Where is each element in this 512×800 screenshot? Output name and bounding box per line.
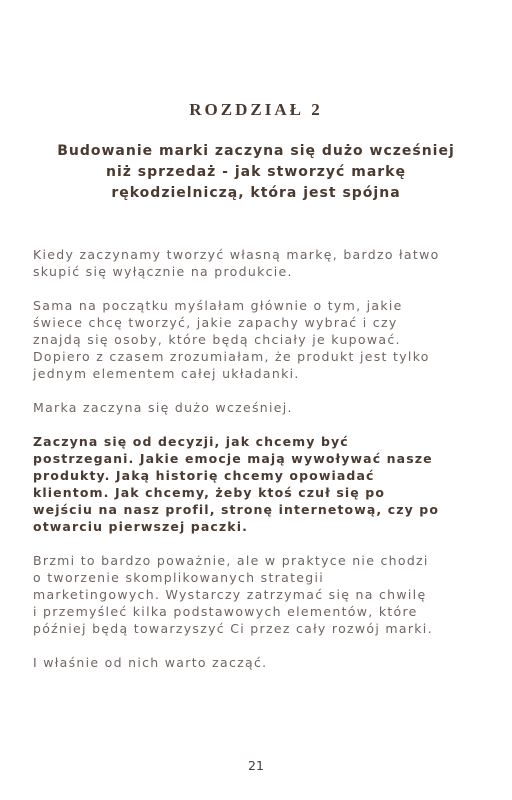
paragraph [33,297,483,382]
text-line: Sama na początku myślałam głównie o tym, jakie [33,298,403,313]
text-line: postrzegani. Jakie emocje mają wywoływać nasze [33,451,433,466]
text-line: marketingowych. Wystarczy zatrzymać się na chwilę [33,587,427,602]
bold-paragraph [33,433,483,535]
body-text [33,246,483,688]
text-line: I właśnie od nich warto zacząć. [33,655,268,670]
text-line: Marka zaczyna się dużo wcześniej. [33,400,293,415]
subtitle-line: Budowanie marki zaczyna się dużo wcześniej [57,143,455,159]
text-line: znajdą się osoby, które będą chciały je kupować. [33,332,401,347]
paragraph [33,552,483,637]
text-line: Zaczyna się od decyzji, jak chcemy być [33,434,349,449]
text-line: Dopiero z czasem zrozumiałam, że produkt jest tylko [33,349,430,364]
page-number: 21 [248,758,264,773]
text-line: jednym elementem całej układanki. [33,366,300,381]
paragraph [33,246,483,280]
text-line: świece chcę tworzyć, jakie zapachy wybrać i czy [33,315,398,330]
paragraph [33,399,483,416]
text-line: skupić się wyłącznie na produkcie. [33,264,293,279]
text-line: później będą towarzyszyć Ci przez cały rozwój marki. [33,621,433,636]
chapter-heading: ROZDZIAŁ 2 [189,100,323,119]
text-line: Brzmi to bardzo poważnie, ale w praktyce nie chodzi [33,553,429,568]
text-line: otwarciu pierwszej paczki. [33,519,248,534]
text-line: wejściu na nasz profil, stronę internetową, czy po [33,502,440,517]
subtitle-line: rękodzielniczą, która jest spójna [111,185,401,201]
text-line: o tworzenie skomplikowanych strategii [33,570,325,585]
chapter-subtitle [40,141,472,204]
text-line: Kiedy zaczynamy tworzyć własną markę, bardzo łatwo [33,247,440,262]
paragraph [33,654,483,671]
text-line: klientom. Jak chcemy, żeby ktoś czuł się po [33,485,386,500]
text-line: produkty. Jaką historię chcemy opowiadać [33,468,375,483]
subtitle-line: niż sprzedaż - jak stworzyć markę [106,164,406,180]
text-line: i przemyśleć kilka podstawowych elementów, które [33,604,418,619]
